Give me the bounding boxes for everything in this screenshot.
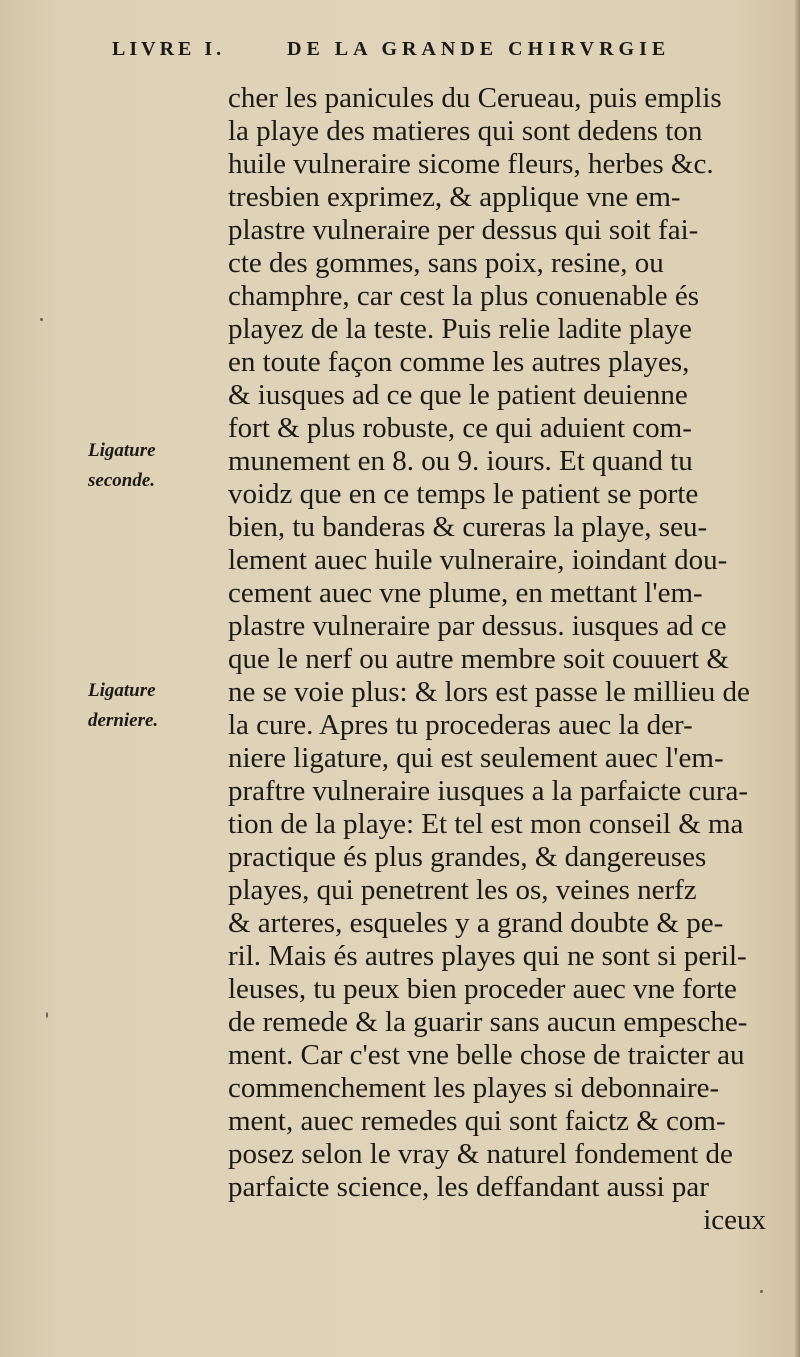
text-line: en toute façon comme les autres playes, <box>228 346 690 378</box>
text-line: practique és plus grandes, & dangereuses <box>228 841 707 873</box>
text-line: praftre vulneraire iusques a la parfaicte cura- <box>228 775 749 807</box>
body-text <box>228 82 788 1237</box>
paper-speck <box>46 1012 48 1018</box>
text-line: ne se voie plus: & lors est passe le millieu de <box>228 676 750 708</box>
text-line: posez selon le vray & naturel fondement de <box>228 1138 733 1170</box>
text-line: playez de la teste. Puis relie ladite playe <box>228 313 692 345</box>
paper-speck <box>760 1290 763 1293</box>
text-line: playes, qui penetrent les os, veines nerfz <box>228 874 697 906</box>
text-line: cte des gommes, sans poix, resine, ou <box>228 247 664 279</box>
running-head-title: DE LA GRANDE CHIRVRGIE <box>287 38 671 60</box>
paper-speck <box>40 318 43 321</box>
text-line: ril. Mais és autres playes qui ne sont si peril- <box>228 940 747 972</box>
text-line: de remede & la guarir sans aucun empesche- <box>228 1006 748 1038</box>
text-line: que le nerf ou autre membre soit couuert & <box>228 643 729 675</box>
marginal-note-line: Ligature <box>88 680 156 701</box>
text-line: ment. Car c'est vne belle chose de traicter au <box>228 1039 745 1071</box>
text-line: la cure. Apres tu procederas auec la der- <box>228 709 693 741</box>
text-line: huile vulneraire sicome fleurs, herbes &c. <box>228 148 714 180</box>
marginal-note-line: seconde. <box>88 470 156 491</box>
text-line: cement auec vne plume, en mettant l'em- <box>228 577 703 609</box>
text-line: cher les panicules du Cerueau, puis emplis <box>228 82 722 114</box>
text-line: niere ligature, qui est seulement auec l'em- <box>228 742 724 774</box>
text-line: plastre vulneraire per dessus qui soit fai- <box>228 214 699 246</box>
text-line: fort & plus robuste, ce qui aduient com- <box>228 412 692 444</box>
text-line: lement auec huile vulneraire, ioindant dou- <box>228 544 728 576</box>
marginal-note-ligature-derniere <box>88 676 218 736</box>
text-line: voidz que en ce temps le patient se porte <box>228 478 699 510</box>
text-line: ment, auec remedes qui sont faictz & com- <box>228 1105 726 1137</box>
running-head-book: LIVRE I. <box>112 38 226 60</box>
text-line: & iusques ad ce que le patient deuienne <box>228 379 688 411</box>
text-line: la playe des matieres qui sont dedens ton <box>228 115 703 147</box>
text-line: tresbien exprimez, & applique vne em- <box>228 181 681 213</box>
text-line: munement en 8. ou 9. iours. Et quand tu <box>228 445 693 477</box>
text-line: champhre, car cest la plus conuenable és <box>228 280 700 312</box>
text-line: commenchement les playes si debonnaire- <box>228 1072 720 1104</box>
marginal-note-ligature-seconde <box>88 436 218 496</box>
page-edge-shadow <box>794 0 800 1357</box>
text-line: parfaicte science, les deffandant aussi par <box>228 1171 709 1203</box>
catchword: iceux <box>703 1204 766 1236</box>
text-line: leuses, tu peux bien proceder auec vne forte <box>228 973 737 1005</box>
running-head <box>112 38 752 72</box>
marginal-note-line: Ligature <box>88 440 156 461</box>
text-line: bien, tu banderas & cureras la playe, seu- <box>228 511 708 543</box>
marginal-note-line: derniere. <box>88 710 159 731</box>
text-line: tion de la playe: Et tel est mon conseil & ma <box>228 808 744 840</box>
text-line: plastre vulneraire par dessus. iusques ad ce <box>228 610 727 642</box>
text-line: & arteres, esqueles y a grand doubte & pe- <box>228 907 724 939</box>
